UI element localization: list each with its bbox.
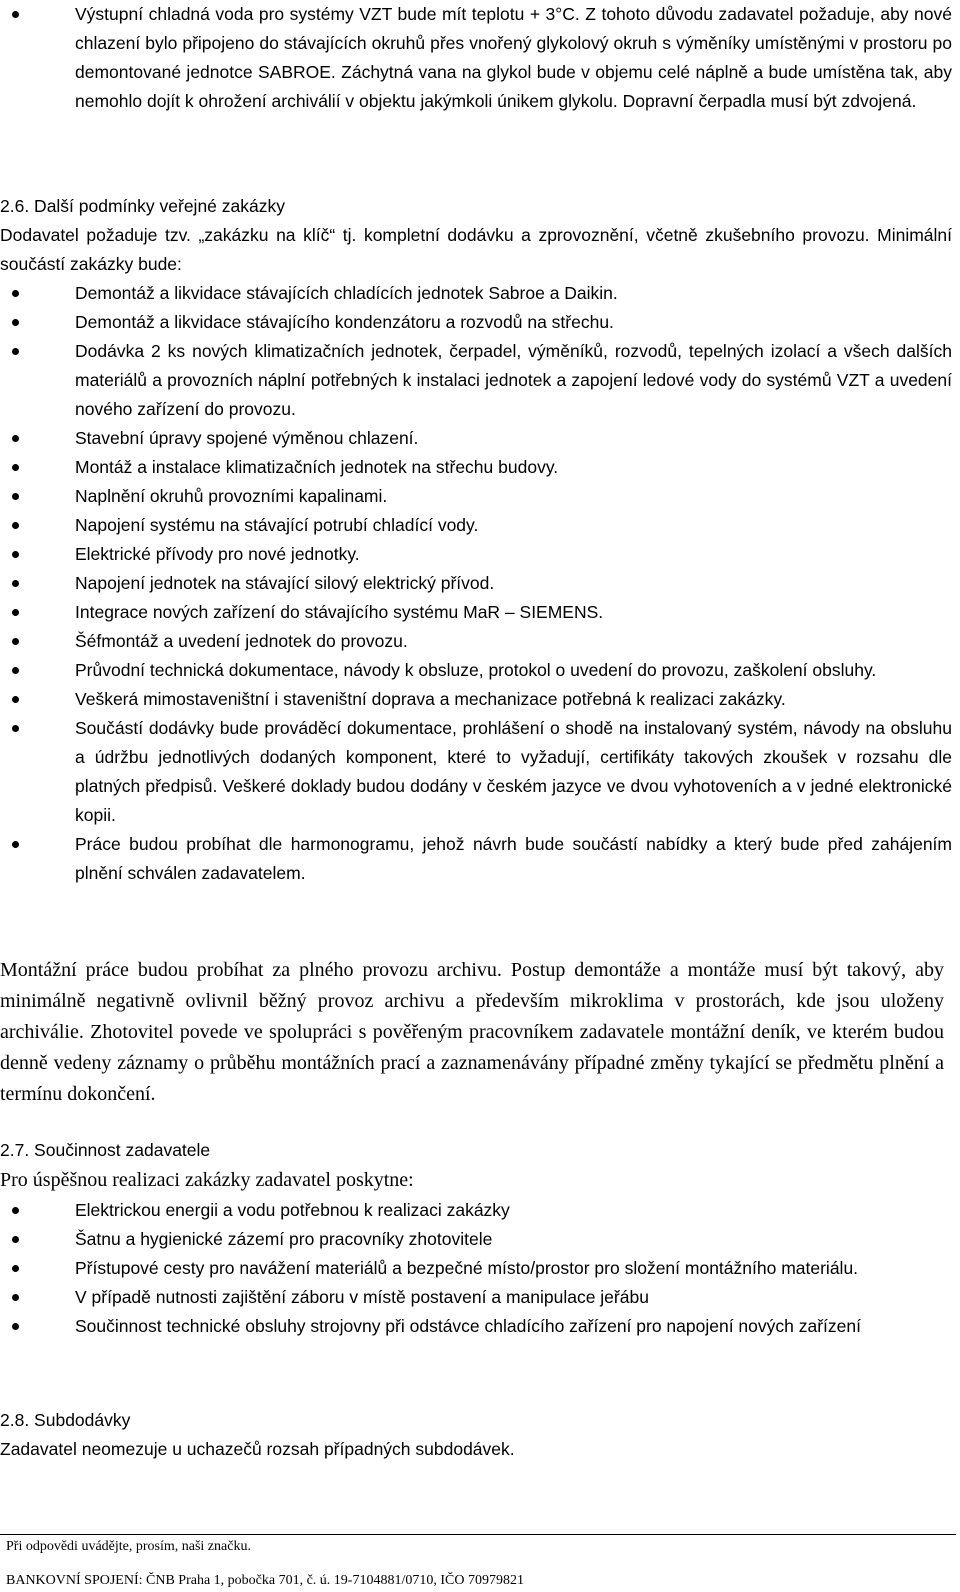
list-item: V případě nutnosti zajištění záboru v místě postavení a manipulace jeřábu	[0, 1283, 960, 1312]
section-2-8-heading: 2.8. Subdodávky	[0, 1410, 131, 1430]
section-2-7	[0, 1136, 960, 1341]
list-item: Přístupové cesty pro navážení materiálů a bezpečné místo/prostor pro složení montážního materiálu.	[0, 1254, 960, 1283]
list-item: Demontáž a likvidace stávajících chladících jednotek Sabroe a Daikin.	[0, 279, 960, 308]
section-2-7-list	[0, 1196, 960, 1341]
list-item: Součástí dodávky bude prováděcí dokumentace, prohlášení o shodě na instalovaný systém, návody na obsluhu a údržbu jednotlivých dodaných komponent, které to vyžadují, certifikáty takových zkoušek v rozsahu dle platných předpisů. Veškeré doklady budou dodány v českém jazyce ve dvou vyhotoveních a v jedné elektronické kopii.	[0, 714, 960, 830]
section-2-7-heading: 2.7. Součinnost zadavatele	[0, 1140, 211, 1160]
cooling-requirements-block	[0, 0, 960, 116]
list-item: Naplnění okruhů provozními kapalinami.	[0, 482, 960, 511]
section-2-6-heading: 2.6. Další podmínky veřejné zakázky	[0, 196, 285, 216]
footer-bank-details: BANKOVNÍ SPOJENÍ: ČNB Praha 1, pobočka 701, č. ú. 19-7104881/0710, IČO 70979821	[6, 1573, 524, 1588]
list-item: Výstupní chladná voda pro systémy VZT bude mít teplotu + 3°C. Z tohoto důvodu zadavatel požaduje, aby nové chlazení bylo připojeno do stávajících okruhů přes vnořený glykolový okruh s výměníky umístěnými v prostoru po demontované jednotce SABROE. Záchytná vana na glykol bude v objemu celé náplně a bude umístěna tak, aby nemohlo dojít k ohrožení archiválií v objektu jakýmkoli únikem glykolu. Dopravní čerpadla musí být zdvojená.	[0, 0, 960, 116]
list-item: Elektrické přívody pro nové jednotky.	[0, 540, 960, 569]
list-item: Elektrickou energii a vodu potřebnou k realizaci zakázky	[0, 1196, 960, 1225]
list-item: Stavební úpravy spojené výměnou chlazení.	[0, 424, 960, 453]
footer-reference-note: Při odpovědi uvádějte, prosím, naši značku.	[6, 1539, 251, 1554]
list-item: Napojení systému na stávající potrubí chladící vody.	[0, 511, 960, 540]
section-2-7-intro: Pro úspěšnou realizaci zakázky zadavatel poskytne:	[0, 1169, 414, 1191]
list-item: Šéfmontáž a uvedení jednotek do provozu.	[0, 627, 960, 656]
section-2-8	[0, 1406, 960, 1464]
list-item: Dodávka 2 ks nových klimatizačních jednotek, čerpadel, výměníků, rozvodů, tepelných izolací a všech dalších materiálů a provozních náplní potřebných k instalaci jednotek a zapojení ledové vody do systémů VZT a uvedení nového zařízení do provozu.	[0, 337, 960, 424]
section-2-6-list	[0, 279, 960, 888]
section-2-6	[0, 192, 960, 888]
list-item: Šatnu a hygienické zázemí pro pracovníky zhotovitele	[0, 1225, 960, 1254]
footer-divider	[0, 1534, 956, 1535]
list-item: Veškerá mimostaveništní i staveništní doprava a mechanizace potřebná k realizaci zakázky.	[0, 685, 960, 714]
list-item: Integrace nových zařízení do stávajícího systému MaR – SIEMENS.	[0, 598, 960, 627]
assembly-text: Montážní práce budou probíhat za plného provozu archivu. Postup demontáže a montáže musí být takový, aby minimálně negativně ovlivnil běžný provoz archivu a především mikroklima v prostorách, kde jsou uloženy archiválie. Zhotovitel povede ve spolupráci s pověřeným pracovníkem zadavatele montážní deník, ve kterém budou denně vedeny záznamy o průběhu montážních prací a zaznamenávány případné změny tykající se předmětu plnění a termínu dokončení.	[0, 959, 944, 1105]
list-item: Montáž a instalace klimatizačních jednotek na střechu budovy.	[0, 453, 960, 482]
list-item: Součinnost technické obsluhy strojovny při odstávce chladícího zařízení pro napojení nových zařízení	[0, 1312, 960, 1341]
list-item: Průvodní technická dokumentace, návody k obsluze, protokol o uvedení do provozu, zaškolení obsluhy.	[0, 656, 960, 685]
list-item: Napojení jednotek na stávající silový elektrický přívod.	[0, 569, 960, 598]
list-item: Demontáž a likvidace stávajícího kondenzátoru a rozvodů na střechu.	[0, 308, 960, 337]
cooling-requirements-list	[0, 0, 960, 116]
assembly-paragraph	[0, 955, 952, 1110]
section-2-8-text: Zadavatel neomezuje u uchazečů rozsah případných subdodávek.	[0, 1439, 515, 1459]
list-item: Práce budou probíhat dle harmonogramu, jehož návrh bude součástí nabídky a který bude před zahájením plnění schválen zadavatelem.	[0, 830, 960, 888]
section-2-6-intro: Dodavatel požaduje tzv. „zakázku na klíč“ tj. kompletní dodávku a zprovoznění, včetně zkušebního provozu. Minimální součástí zakázky bude:	[0, 225, 952, 274]
